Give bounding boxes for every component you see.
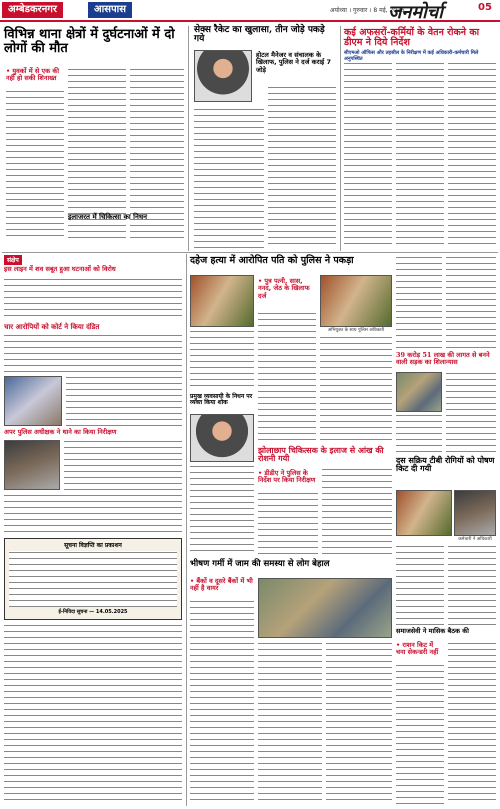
- story-text: [448, 545, 496, 625]
- column-rule: [186, 254, 187, 806]
- story-text: [4, 494, 182, 534]
- story-text: [190, 330, 254, 390]
- news-photo: [190, 414, 254, 462]
- issue-date: अयोध्या । गुरुवार । 8 मई, 2025: [330, 7, 405, 14]
- headline-racket: सेक्स रैकेट का खुलासा, तीन जोड़े पकड़े गये: [194, 25, 325, 45]
- story-text: [322, 468, 392, 556]
- tender-notice: [4, 538, 182, 620]
- story-text: [258, 312, 316, 442]
- subsection-tag: आसपास: [88, 2, 132, 18]
- story-text: [268, 86, 336, 248]
- section-tag: अम्बेडकरनगर: [2, 2, 63, 18]
- story-text: [446, 372, 496, 452]
- notice-text: [9, 551, 177, 607]
- story-text: [4, 334, 182, 374]
- story-text: [320, 336, 392, 442]
- bullet-banks: • बैंकों व दूसरे बैंकों में भी नहीं है वायर: [190, 577, 253, 593]
- row-rule: [2, 252, 498, 253]
- news-photo: [4, 440, 60, 490]
- story-text: [190, 465, 254, 555]
- news-photo: [258, 578, 392, 638]
- news-photo: [190, 275, 254, 327]
- story-text: [326, 642, 392, 804]
- headline-accidents: विभिन्न थाना क्षेत्रों में दुर्घटनाओं में दो लोगों की मौत: [4, 27, 175, 56]
- news-photo: [454, 490, 496, 536]
- notice-footer: ई-निविदा सूचना — 14.05.2025: [58, 609, 128, 615]
- story-text: [64, 440, 182, 490]
- notice-title: सूचना विज्ञप्ति का प्रकाशन: [64, 542, 122, 549]
- caption-racket: होटल मैनेजर व संचालक के खिलाफ, पुलिस ने दर्ज कराई 7 जोड़े: [256, 51, 331, 74]
- news-photo: [320, 275, 392, 327]
- story-text: [396, 256, 442, 348]
- bullet-ddo: • डीडीए ने पुलिस के निर्देश पर किया निरीक्षण: [258, 469, 316, 485]
- column-rule: [340, 26, 341, 251]
- column-rule: [188, 26, 189, 251]
- bullet-dowry: • पुत्र पत्नी, सास, ननद, जेठ के खिलाफ दर्ज: [258, 277, 310, 300]
- story-text: [190, 600, 254, 804]
- story-text: [446, 256, 496, 348]
- bullet-ration: • राशन किट में चना सेकन्डरी नहीं: [396, 641, 439, 657]
- story-text: [6, 90, 64, 240]
- story-text: [4, 624, 182, 804]
- headline-traffic: भीषण गर्मी में जाम की समस्या से लोग बेहाल: [190, 559, 330, 569]
- story-text: [448, 62, 496, 248]
- headline-dm-order: कई अफसरों-कर्मियों के वेतन रोकने का डीएम ने दिये निर्देश: [344, 27, 480, 48]
- headline-inspection: अपर पुलिस अधीक्षक ने थाने का किया निरीक्षण: [4, 428, 117, 436]
- story-text: [396, 62, 444, 248]
- photo-caption: अभियुक्त के साथ पुलिस अधिकारी: [327, 328, 385, 333]
- brief-tag: संक्षेप: [4, 255, 22, 265]
- headline-meeting: समाजसेवी ने मासिक बैठक की: [396, 627, 469, 635]
- story-text: [396, 664, 444, 804]
- story-text: [396, 545, 444, 625]
- news-photo: [194, 50, 252, 102]
- bullet-unidentified: • युवकों में से एक की नहीं हो सकी शिनाख्त: [6, 67, 60, 83]
- photo-caption: कर्मचारी ने अधिकारी: [458, 537, 492, 542]
- headline-road: 39 करोड़ 51 लाख की लागत से बनने वाली सड़क का शिलान्यास: [396, 351, 490, 366]
- headline-obituary: प्रमुख व्यवसायी के निधन पर व्यक्त किया शोक: [190, 393, 253, 407]
- subhead-absent: सीएमओ ऑफिस और तहसील के निरीक्षण में कई अधिकारी-कर्मचारी मिले अनुपस्थित: [344, 50, 496, 62]
- story-text: [344, 62, 392, 248]
- headline-quack: झोलाछाप चिकित्सक के इलाज से आंख की रोशनी गयी: [258, 445, 384, 464]
- story-text: [258, 492, 318, 556]
- story-text: [258, 642, 322, 804]
- headline-protest: इस लाइन में शव सबूत हुआ घटनाओं को विरोध: [4, 265, 116, 273]
- news-photo: [396, 490, 452, 536]
- story-text: [448, 642, 496, 804]
- news-photo: [4, 376, 62, 426]
- page-number: 05: [478, 2, 492, 13]
- story-text: [66, 376, 182, 426]
- newspaper-logo: जनमोर्चा: [388, 2, 443, 23]
- news-photo: [396, 372, 442, 412]
- subhead-death: इलाजरत में चिकित्सा का निधन: [68, 212, 148, 221]
- headline-dowry: दहेज हत्या में आरोपित पति को पुलिस ने पकड़ा: [190, 255, 354, 266]
- story-text: [194, 108, 264, 248]
- headline-tb: दस सक्रिय टीबी रोगियों को पोषण किट दी गयी: [396, 455, 495, 474]
- headline-court: चार आरोपियों को कोर्ट ने किया दंडित: [4, 322, 100, 331]
- story-text: [396, 414, 442, 452]
- story-text: [4, 278, 182, 320]
- masthead: [0, 0, 500, 22]
